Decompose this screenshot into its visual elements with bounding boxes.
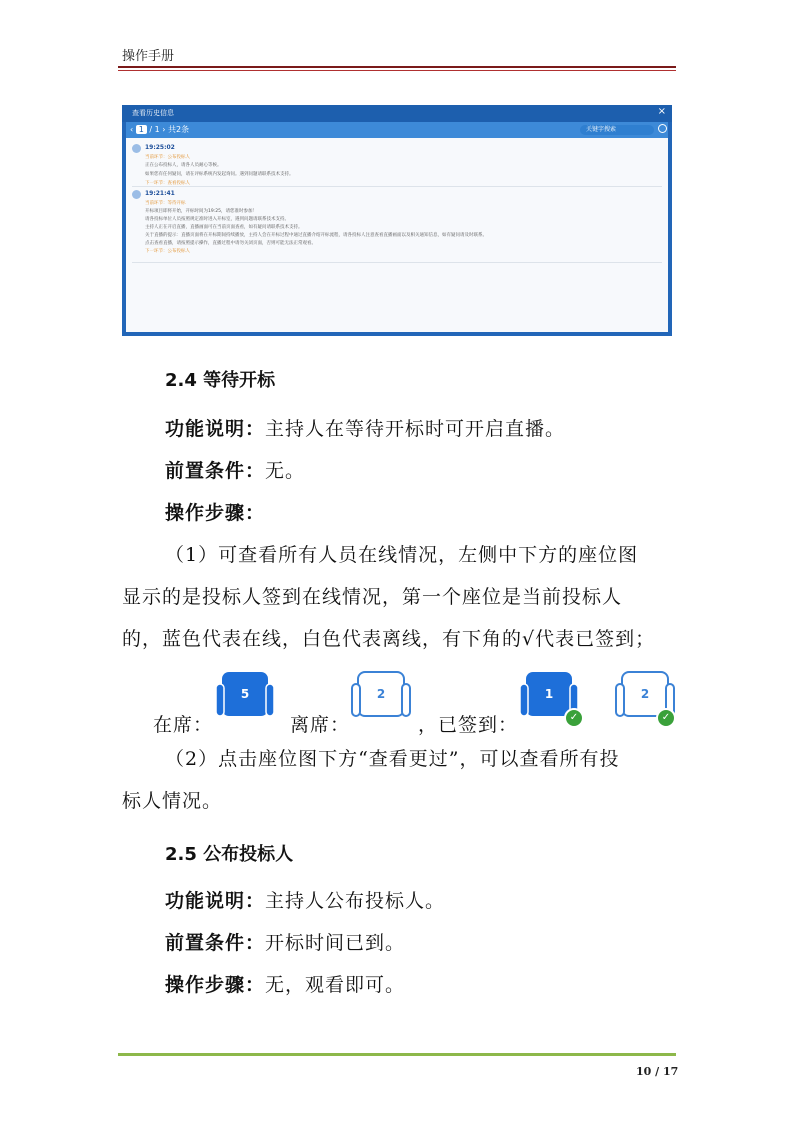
record-time: 19:21:41 <box>145 190 175 197</box>
close-icon[interactable]: × <box>657 106 666 117</box>
seat-offline-icon <box>350 668 412 724</box>
legend-offline-label: 离席： <box>290 714 351 736</box>
pager-toolbar <box>126 122 668 138</box>
seat-number: 2 <box>640 687 650 701</box>
label-steps: 操作步骤： <box>165 974 266 996</box>
record-line: 如果您有任何疑问，请在评标系统内发起询问。遇到问题请联系技术支持。 <box>145 172 294 177</box>
record-line: 主持人正在开启直播，直播画面可在当前页面查看，如有疑问请联系技术支持。 <box>145 225 303 230</box>
section-heading: 2.4 等待开标 <box>165 370 276 391</box>
record-line: 点击查看直播，请按照提示操作，直播过程中请勿关闭页面，否则可能无法正常观看。 <box>145 241 316 246</box>
seat-number: 1 <box>544 687 554 701</box>
pager <box>130 124 189 135</box>
record-time: 19:25:02 <box>145 144 175 151</box>
text-function: 主持人在等待开标时可开启直播。 <box>265 418 566 440</box>
avatar <box>132 144 141 153</box>
legend-online-label: 在席： <box>153 714 214 736</box>
step1-line: （1）可查看所有人员在线情况，左侧中下方的座位图 <box>165 544 639 566</box>
record-line: 请各投标单位人员按照规定准时进入开标室，遇到问题请联系技术支持。 <box>145 217 289 222</box>
page-input[interactable]: 1 <box>136 125 147 134</box>
divider <box>132 186 662 187</box>
history-list <box>126 138 668 332</box>
record-line: 下一环节：公布投标人 <box>145 249 190 254</box>
record-count: 共2条 <box>168 125 190 134</box>
paragraph-function <box>165 414 565 441</box>
text-precondition: 开标时间已到。 <box>265 932 406 954</box>
label-precondition: 前置条件： <box>165 932 266 954</box>
record-line: 关于直播的提示：直播页面将在开标期间持续播放，主持人会在开标过程中通过直播介绍开标流程，请各投标人注意查看直播画面以及相关通知信息，如有疑问请及时联系。 <box>145 233 487 238</box>
record-line: 开标项目即将开始，开标时间为19:25，请您准时参加！ <box>145 209 257 214</box>
text-steps: 无，观看即可。 <box>265 974 406 996</box>
window-title-bar <box>122 105 672 122</box>
label-function: 功能说明： <box>165 418 266 440</box>
window-title: 查看历史信息 <box>132 109 174 117</box>
record-line: 正在公布投标人，请各人员耐心等候。 <box>145 163 222 168</box>
next-page-icon[interactable]: › <box>162 125 166 134</box>
header-title: 操作手册 <box>122 49 175 64</box>
prev-page-icon[interactable]: ‹ <box>130 125 134 134</box>
seat-online-icon <box>214 668 276 724</box>
text-function: 主持人公布投标人。 <box>265 890 446 912</box>
check-icon: ✓ <box>656 708 676 728</box>
paragraph-precondition <box>165 456 305 483</box>
step2-line: 标人情况。 <box>122 790 223 812</box>
footer-rule <box>118 1053 676 1056</box>
seat-number: 5 <box>240 687 250 701</box>
search-input[interactable]: 关键字搜索 <box>580 125 654 135</box>
history-screenshot <box>122 105 672 336</box>
label-function: 功能说明： <box>165 890 266 912</box>
search-icon[interactable] <box>658 124 667 133</box>
seat-number: 2 <box>376 687 386 701</box>
step1-line: 显示的是投标人签到在线情况，第一个座位是当前投标人 <box>122 586 623 608</box>
paragraph-steps <box>165 970 405 997</box>
section-heading: 2.5 公布投标人 <box>165 844 294 865</box>
record-line: 当前环节：公布投标人 <box>145 155 190 160</box>
record-line: 下一环节：查看投标人 <box>145 181 190 186</box>
paragraph-function <box>165 886 445 913</box>
page-total: / 1 <box>149 125 160 134</box>
label-precondition: 前置条件： <box>165 460 266 482</box>
paragraph-steps-label <box>165 498 265 525</box>
page-number: 10 / 17 <box>636 1065 679 1078</box>
check-icon: ✓ <box>564 708 584 728</box>
record-line: 当前环节：等待开标 <box>145 201 186 206</box>
paragraph-precondition <box>165 928 405 955</box>
legend-signed-label: ，已签到： <box>418 714 519 736</box>
step1-line: 的，蓝色代表在线，白色代表离线，有下角的√代表已签到； <box>122 628 656 650</box>
text-precondition: 无。 <box>265 460 306 482</box>
step2-line: （2）点击座位图下方“查看更过”，可以查看所有投 <box>165 748 620 770</box>
header-rule-thin <box>118 70 676 71</box>
header-rule <box>118 66 676 68</box>
label-steps: 操作步骤： <box>165 502 266 524</box>
divider <box>132 262 662 263</box>
avatar <box>132 190 141 199</box>
